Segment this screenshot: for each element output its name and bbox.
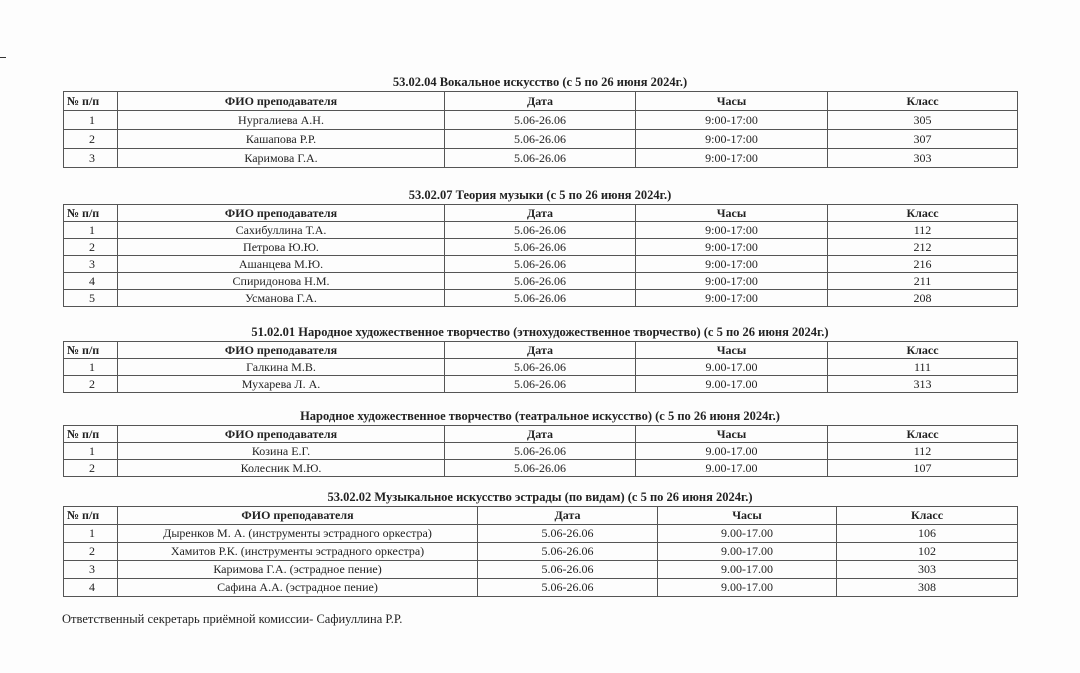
- cell-num: 3: [64, 561, 118, 579]
- header-date: Дата: [478, 507, 658, 525]
- cell-hours: 9:00-17:00: [636, 111, 828, 130]
- cell-teacher-name: Нургалиева А.Н.: [118, 111, 445, 130]
- section-title: Народное художественное творчество (театральное искусство) (с 5 по 26 июня 2024г.): [300, 409, 780, 423]
- cell-hours: 9:00-17:00: [636, 149, 828, 168]
- table-row: [64, 239, 1018, 256]
- table-row: [64, 359, 1018, 376]
- cell-date: 5.06-26.06: [478, 543, 658, 561]
- scan-mark: [0, 57, 6, 58]
- section-title: 51.02.01 Народное художественное творчество (этнохудожественное творчество) (с 5 по 26 июня 2024г.): [251, 325, 829, 339]
- header-room: Класс: [828, 426, 1018, 443]
- cell-room: 307: [828, 130, 1018, 149]
- table-row: [64, 561, 1018, 579]
- cell-hours: 9.00-17.00: [658, 561, 837, 579]
- table-header-row: [64, 342, 1018, 359]
- cell-date: 5.06-26.06: [445, 359, 636, 376]
- cell-hours: 9:00-17:00: [636, 290, 828, 307]
- schedule-table: [63, 506, 1018, 597]
- cell-num: 4: [64, 579, 118, 597]
- table-header-row: [64, 426, 1018, 443]
- cell-num: 5: [64, 290, 118, 307]
- cell-hours: 9.00-17.00: [636, 376, 828, 393]
- schedule-section: [63, 189, 1017, 307]
- cell-teacher-name: Мухарева Л. А.: [118, 376, 445, 393]
- cell-num: 1: [64, 443, 118, 460]
- cell-date: 5.06-26.06: [445, 443, 636, 460]
- header-date: Дата: [445, 92, 636, 111]
- header-num: № п/п: [64, 205, 118, 222]
- table-row: [64, 111, 1018, 130]
- table-header-row: [64, 205, 1018, 222]
- cell-num: 1: [64, 111, 118, 130]
- cell-room: 112: [828, 443, 1018, 460]
- cell-teacher-name: Сахибуллина Т.А.: [118, 222, 445, 239]
- table-row: [64, 149, 1018, 168]
- section-title: 53.02.02 Музыкальное искусство эстрады (по видам) (с 5 по 26 июня 2024г.): [327, 490, 753, 504]
- cell-room: 111: [828, 359, 1018, 376]
- cell-date: 5.06-26.06: [445, 111, 636, 130]
- table-header-row: [64, 92, 1018, 111]
- table-row: [64, 273, 1018, 290]
- header-hours: Часы: [636, 92, 828, 111]
- cell-teacher-name: Колесник М.Ю.: [118, 460, 445, 477]
- cell-teacher-name: Усманова Г.А.: [118, 290, 445, 307]
- header-num: № п/п: [64, 507, 118, 525]
- cell-teacher-name: Ашанцева М.Ю.: [118, 256, 445, 273]
- table-row: [64, 543, 1018, 561]
- table-row: [64, 222, 1018, 239]
- cell-num: 1: [64, 222, 118, 239]
- cell-room: 216: [828, 256, 1018, 273]
- header-hours: Часы: [636, 342, 828, 359]
- cell-teacher-name: Галкина М.В.: [118, 359, 445, 376]
- cell-teacher-name: Спиридонова Н.М.: [118, 273, 445, 290]
- cell-hours: 9.00-17.00: [636, 460, 828, 477]
- cell-hours: 9.00-17.00: [658, 543, 837, 561]
- cell-hours: 9:00-17:00: [636, 130, 828, 149]
- table-row: [64, 443, 1018, 460]
- schedule-section: [63, 491, 1017, 597]
- table-header-row: [64, 507, 1018, 525]
- cell-date: 5.06-26.06: [445, 130, 636, 149]
- table-row: [64, 290, 1018, 307]
- schedule-table: [63, 341, 1018, 393]
- cell-hours: 9.00-17.00: [658, 579, 837, 597]
- cell-num: 2: [64, 460, 118, 477]
- cell-date: 5.06-26.06: [445, 149, 636, 168]
- header-room: Класс: [828, 92, 1018, 111]
- header-teacher-name: ФИО преподавателя: [118, 426, 445, 443]
- cell-room: 308: [837, 579, 1018, 597]
- cell-num: 3: [64, 149, 118, 168]
- cell-hours: 9:00-17:00: [636, 239, 828, 256]
- cell-date: 5.06-26.06: [445, 376, 636, 393]
- table-row: [64, 525, 1018, 543]
- header-teacher-name: ФИО преподавателя: [118, 205, 445, 222]
- cell-teacher-name: Сафина А.А. (эстрадное пение): [118, 579, 478, 597]
- header-teacher-name: ФИО преподавателя: [118, 342, 445, 359]
- cell-room: 212: [828, 239, 1018, 256]
- cell-room: 106: [837, 525, 1018, 543]
- cell-teacher-name: Петрова Ю.Ю.: [118, 239, 445, 256]
- cell-room: 313: [828, 376, 1018, 393]
- header-date: Дата: [445, 426, 636, 443]
- table-row: [64, 130, 1018, 149]
- header-num: № п/п: [64, 92, 118, 111]
- cell-room: 102: [837, 543, 1018, 561]
- cell-num: 4: [64, 273, 118, 290]
- cell-date: 5.06-26.06: [445, 460, 636, 477]
- header-room: Класс: [828, 342, 1018, 359]
- cell-num: 2: [64, 239, 118, 256]
- schedule-section: [63, 326, 1017, 393]
- cell-hours: 9.00-17.00: [636, 359, 828, 376]
- cell-hours: 9:00-17:00: [636, 256, 828, 273]
- schedule-section: [63, 76, 1017, 168]
- header-date: Дата: [445, 342, 636, 359]
- header-room: Класс: [837, 507, 1018, 525]
- header-hours: Часы: [636, 205, 828, 222]
- cell-date: 5.06-26.06: [478, 525, 658, 543]
- cell-teacher-name: Кашапова Р.Р.: [118, 130, 445, 149]
- footer-signature: Ответственный секретарь приёмной комиссии- Сафиуллина Р.Р.: [62, 612, 403, 626]
- cell-date: 5.06-26.06: [445, 222, 636, 239]
- cell-date: 5.06-26.06: [445, 273, 636, 290]
- cell-room: 211: [828, 273, 1018, 290]
- cell-teacher-name: Козина Е.Г.: [118, 443, 445, 460]
- table-row: [64, 376, 1018, 393]
- header-teacher-name: ФИО преподавателя: [118, 507, 478, 525]
- cell-room: 107: [828, 460, 1018, 477]
- table-row: [64, 460, 1018, 477]
- schedule-table: [63, 425, 1018, 477]
- cell-teacher-name: Дыренков М. А. (инструменты эстрадного оркестра): [118, 525, 478, 543]
- cell-teacher-name: Каримова Г.А. (эстрадное пение): [118, 561, 478, 579]
- schedule-table: [63, 91, 1018, 168]
- cell-num: 1: [64, 359, 118, 376]
- cell-hours: 9:00-17:00: [636, 222, 828, 239]
- cell-num: 2: [64, 130, 118, 149]
- section-title: 53.02.04 Вокальное искусство (с 5 по 26 июня 2024г.): [392, 75, 688, 89]
- header-date: Дата: [445, 205, 636, 222]
- cell-date: 5.06-26.06: [478, 579, 658, 597]
- header-num: № п/п: [64, 426, 118, 443]
- cell-hours: 9:00-17:00: [636, 273, 828, 290]
- cell-teacher-name: Хамитов Р.К. (инструменты эстрадного оркестра): [118, 543, 478, 561]
- section-title: 53.02.07 Теория музыки (с 5 по 26 июня 2024г.): [408, 188, 672, 202]
- cell-num: 1: [64, 525, 118, 543]
- cell-num: 2: [64, 543, 118, 561]
- cell-teacher-name: Каримова Г.А.: [118, 149, 445, 168]
- header-num: № п/п: [64, 342, 118, 359]
- cell-hours: 9.00-17.00: [636, 443, 828, 460]
- table-row: [64, 256, 1018, 273]
- cell-num: 2: [64, 376, 118, 393]
- schedule-section: [63, 410, 1017, 477]
- header-hours: Часы: [658, 507, 837, 525]
- table-row: [64, 579, 1018, 597]
- header-hours: Часы: [636, 426, 828, 443]
- header-room: Класс: [828, 205, 1018, 222]
- cell-date: 5.06-26.06: [445, 239, 636, 256]
- header-teacher-name: ФИО преподавателя: [118, 92, 445, 111]
- cell-room: 305: [828, 111, 1018, 130]
- cell-date: 5.06-26.06: [445, 256, 636, 273]
- cell-num: 3: [64, 256, 118, 273]
- cell-room: 208: [828, 290, 1018, 307]
- cell-room: 112: [828, 222, 1018, 239]
- cell-date: 5.06-26.06: [478, 561, 658, 579]
- cell-date: 5.06-26.06: [445, 290, 636, 307]
- cell-room: 303: [828, 149, 1018, 168]
- cell-room: 303: [837, 561, 1018, 579]
- schedule-table: [63, 204, 1018, 307]
- cell-hours: 9.00-17.00: [658, 525, 837, 543]
